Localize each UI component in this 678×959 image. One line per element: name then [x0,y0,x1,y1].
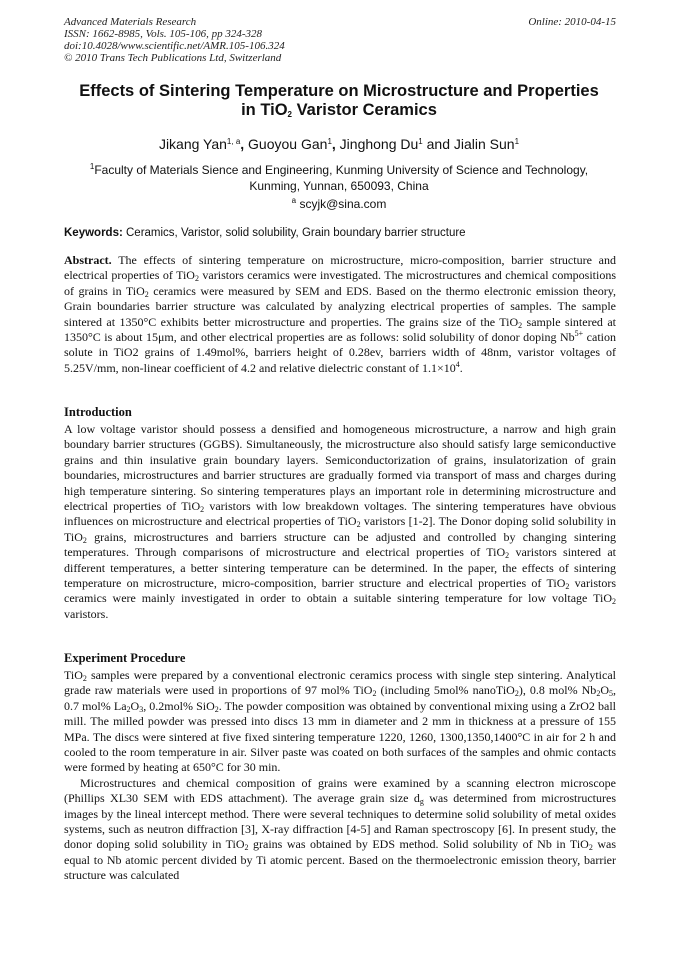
introduction-text: A low voltage varistor should possess a densified and homogeneous microstructure, a narrow and high grain boundary barrier structures (GGBS). Simultaneously, the microstructure also should satisfy large semiconductive grains and thin insulative grain boundary layers. Semiconductorization of grains, insulatorization of grain boundaries, microstructures and barrier structures are gradually formed via transport of mass and charges during high temperature sintering. So sintering temperatures plays an important role in determining microstructure and electrical properties of TiO$_2$ varistors with low breakdown voltages. The sintering temperatures have obvious influences on microstructure and electrical properties of TiO$_2$ varistors [1-2]. The Donor doping solid solubility in TiO$_2$ grains, microstructures and barriers structure can be adjusted and controlled by changing sintering temperatures. Through comparisons of microstructure and electrical properties of TiO$_2$ varistors sintered at different temperatures, a better sintering temperature can be determined. In the paper, the effects of sintering temperature on microstructure, micro-composition, barrier structure and electrical properties of TiO$_2$ varistors ceramics were mainly investigated in order to obtain a suitable sintering temperature for low voltage TiO$_2$ varistors. [64,422,617,621]
issn-line: ISSN: 1662-8985, Vols. 105-106, pp 324-328 [64,28,262,40]
abstract: Abstract. The effects of sintering temperature on microstructure, micro-composition, barrier structure and electrical properties of TiO$_2$ varistors ceramics were investigated. The microstructures and chemical compositions of grains in TiO$_2$ ceramics were measured by SEM and EDS. Based on the thermo electronic emission theory, Grain boundaries barrier structure was calculated by analyzing electrical properties of samples. The sample sintered at 1350°C exhibits better microstructure and properties. The grains size of the TiO$_2$ sample sintered at 1350°C is about 15μm, and other electrical properties are as follows: solid solubility of donor doping $Nb^{5+}$ cation solute in TiO2 grains of 1.49mol%, barriers height of 0.28ev, barriers width of 48nm, varistor voltages of 5.25V/mm, non-linear coefficient of 4.2 and relative dielectric constant of $1.1\times 10^4$. [64,253,616,375]
author-list: Jikang Yan$^{1, a}$, Guoyou Gan$^1$, Jinghong Du$^1$ and Jialin Sun$^1$ [158,136,520,152]
title-line-2: in TiO$_2$ Varistor Ceramics [241,101,437,119]
contact-email: $^a$ scyjk@sina.com [291,196,387,211]
keywords: Keywords: Ceramics, Varistor, solid solubility, Grain boundary barrier structure [64,227,466,239]
journal-header [64,16,616,64]
affiliation: $^1$Faculty of Materials Sience and Engineering, Kunming University of Science and Technology, Kunming, Yunnan, 650093, China [89,162,589,193]
paper-title [40,82,638,120]
introduction-heading: Introduction [64,405,132,419]
journal-name: Advanced Materials Research [64,16,197,28]
online-date: Online: 2010-04-15 [528,16,616,28]
doi-line: doi:10.4028/www.scientific.net/AMR.105-106.324 [64,40,285,52]
keywords-label: Keywords: [64,227,123,239]
experiment-heading: Experiment Procedure [64,651,186,665]
abstract-label: Abstract. [64,253,112,267]
author-name: Jinghong Du [339,136,419,152]
author-name: Jialin Sun [453,136,515,152]
title-line-1: Effects of Sintering Temperature on Microstructure and Properties [79,82,599,100]
experiment-text: TiO$_2$ samples were prepared by a conventional electronic ceramics process with single step sintering. Analytical grade raw materials were used in proportions of 97 mol% TiO$_2$ (including 5mol% nanoTiO$_2$), 0.8 mol% $Nb_2O_5$, 0.7 mol% $La_2O_3$, 0.2mol% SiO$_2$. The powder composition was obtained by conventional mixing using a ZrO2 ball mill. The milled powder was pressed into discs 13 mm in diameter and 2 mm in thickness at a pressure of 155 MPa. The discs were sintered at five fixed sintering temperature 1220, 1260, 1300,1350,1400°C in air for 2 h and cooled to the room temperature in air. Silver paste was coated on both surfaces of the samples and ohmic contacts were formed by heating at 650°C for 30 min. Microstructures and chemical composition of grains were examined by a scanning electron microscope (Phillips XL30 SEM with EDS attachment). The average grain size $d_g$ was determined from microstructures images by the lineal intercept method. There were several techniques to determine solid solubility of metal oxides systems, such as neutron diffraction [3], X-ray diffraction [4-5] and Raman spectroscopy [6]. In present study, the donor doping solid solubility in TiO$_2$ grains was obtained by EDS method. Solid solubility of Nb in TiO$_2$ was equal to Nb atomic percent divided by Ti atomic percent. Based on the thermoelectronic emission theory, barrier structure was calculated [64,668,617,883]
author-name: Guoyou Gan [248,136,328,152]
author-name: Jikang Yan [158,136,227,152]
copyright-line: © 2010 Trans Tech Publications Ltd, Switzerland [64,52,282,64]
